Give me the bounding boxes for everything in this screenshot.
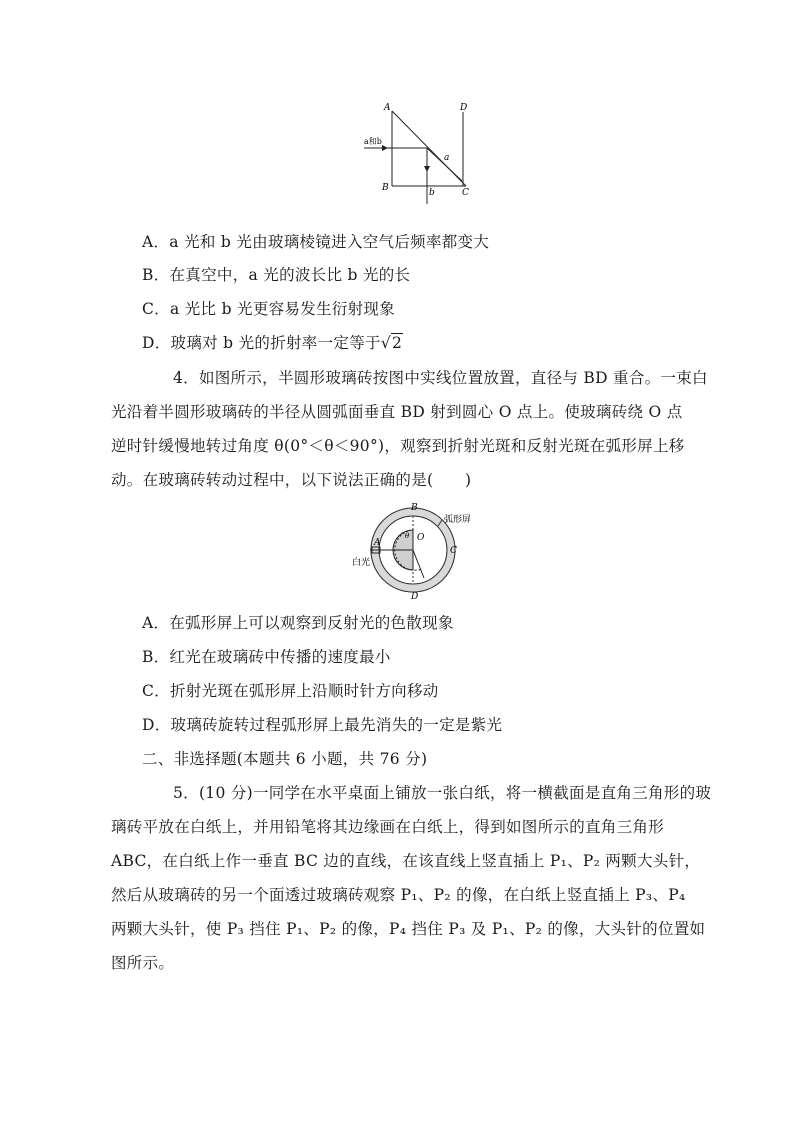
q5-line: 5．(10 分)一同学在水平桌面上铺放一张白纸，将一横截面是直角三角形的玻: [173, 784, 712, 802]
q5-stem: [111, 783, 712, 987]
fig1-label-B: B: [382, 183, 389, 193]
fig2-label-D: D: [411, 592, 419, 600]
q4-line: 4．如图所示，半圆形玻璃砖按图中实线位置放置，直径与 BD 重合。一束白: [173, 369, 708, 387]
q3-option-d: D．玻璃对 b 光的折射率一定等于√2: [142, 334, 403, 352]
fig1-label-C: C: [462, 188, 469, 198]
sqrt-symbol: √2: [380, 334, 403, 352]
semicircle-figure: [342, 500, 482, 600]
q4-option-c: C．折射光斑在弧形屏上沿顺时针方向移动: [142, 682, 439, 700]
fig2-label-white-light: 白光: [352, 558, 371, 568]
q5-line: 然后从玻璃砖的另一个面透过玻璃砖观察 P₁、P₂ 的像，在白纸上竖直插上 P₃、P₄: [111, 886, 686, 904]
q5-line: ABC，在白纸上作一垂直 BC 边的直线，在该直线上竖直插上 P₁、P₂ 两颗大头针，: [111, 852, 701, 870]
q4-option-d: D．玻璃砖旋转过程弧形屏上最先消失的一定是紫光: [142, 716, 503, 734]
fig2-label-O: O: [417, 533, 425, 543]
q4-option-b: B．红光在玻璃砖中传播的速度最小: [142, 648, 391, 666]
q5-line: 两颗大头针，使 P₃ 挡住 P₁、P₂ 的像，P₄ 挡住 P₃ 及 P₁、P₂ 的像，大头针的位置如: [111, 920, 706, 938]
fig2-label-theta: θ: [405, 532, 410, 540]
section-heading: 二、非选择题(本题共 6 小题，共 76 分): [142, 750, 428, 768]
fig1-label-ab: a和b: [364, 137, 382, 146]
q4-line: 光沿着半圆形玻璃砖的半径从圆弧面垂直 BD 射到圆心 O 点上。使玻璃砖绕 O 点: [111, 403, 683, 421]
fig2-label-screen: 弧形屏: [444, 515, 472, 525]
fig1-label-A: A: [384, 103, 391, 113]
q4-line: 动。在玻璃砖转动过程中，以下说法正确的是( ): [111, 471, 472, 489]
q4-stem: [111, 368, 708, 504]
fig2-label-C: C: [450, 546, 457, 556]
q3-option-c: C．a 光比 b 光更容易发生衍射现象: [142, 300, 396, 318]
q5-line: 图所示。: [111, 954, 175, 972]
fig2-label-B: B: [411, 503, 418, 513]
q5-line: 璃砖平放在白纸上，并用铅笔将其边缘画在白纸上，得到如图所示的直角三角形: [111, 818, 665, 836]
q4-line: 逆时针缓慢地转过角度 θ(0°＜θ＜90°)，观察到折射光斑和反射光斑在弧形屏上移: [111, 437, 685, 455]
fig1-label-a: a: [444, 153, 450, 163]
fig1-label-D: D: [460, 103, 468, 113]
q3-option-a: A．a 光和 b 光由玻璃棱镜进入空气后频率都变大: [142, 233, 490, 251]
fig1-label-b: b: [429, 188, 435, 198]
q3-option-b: B．在真空中，a 光的波长比 b 光的长: [142, 266, 411, 284]
prism-figure: [360, 98, 480, 210]
fig2-label-A: A: [374, 538, 381, 548]
q4-option-a: A．在弧形屏上可以观察到反射光的色散现象: [142, 614, 454, 632]
